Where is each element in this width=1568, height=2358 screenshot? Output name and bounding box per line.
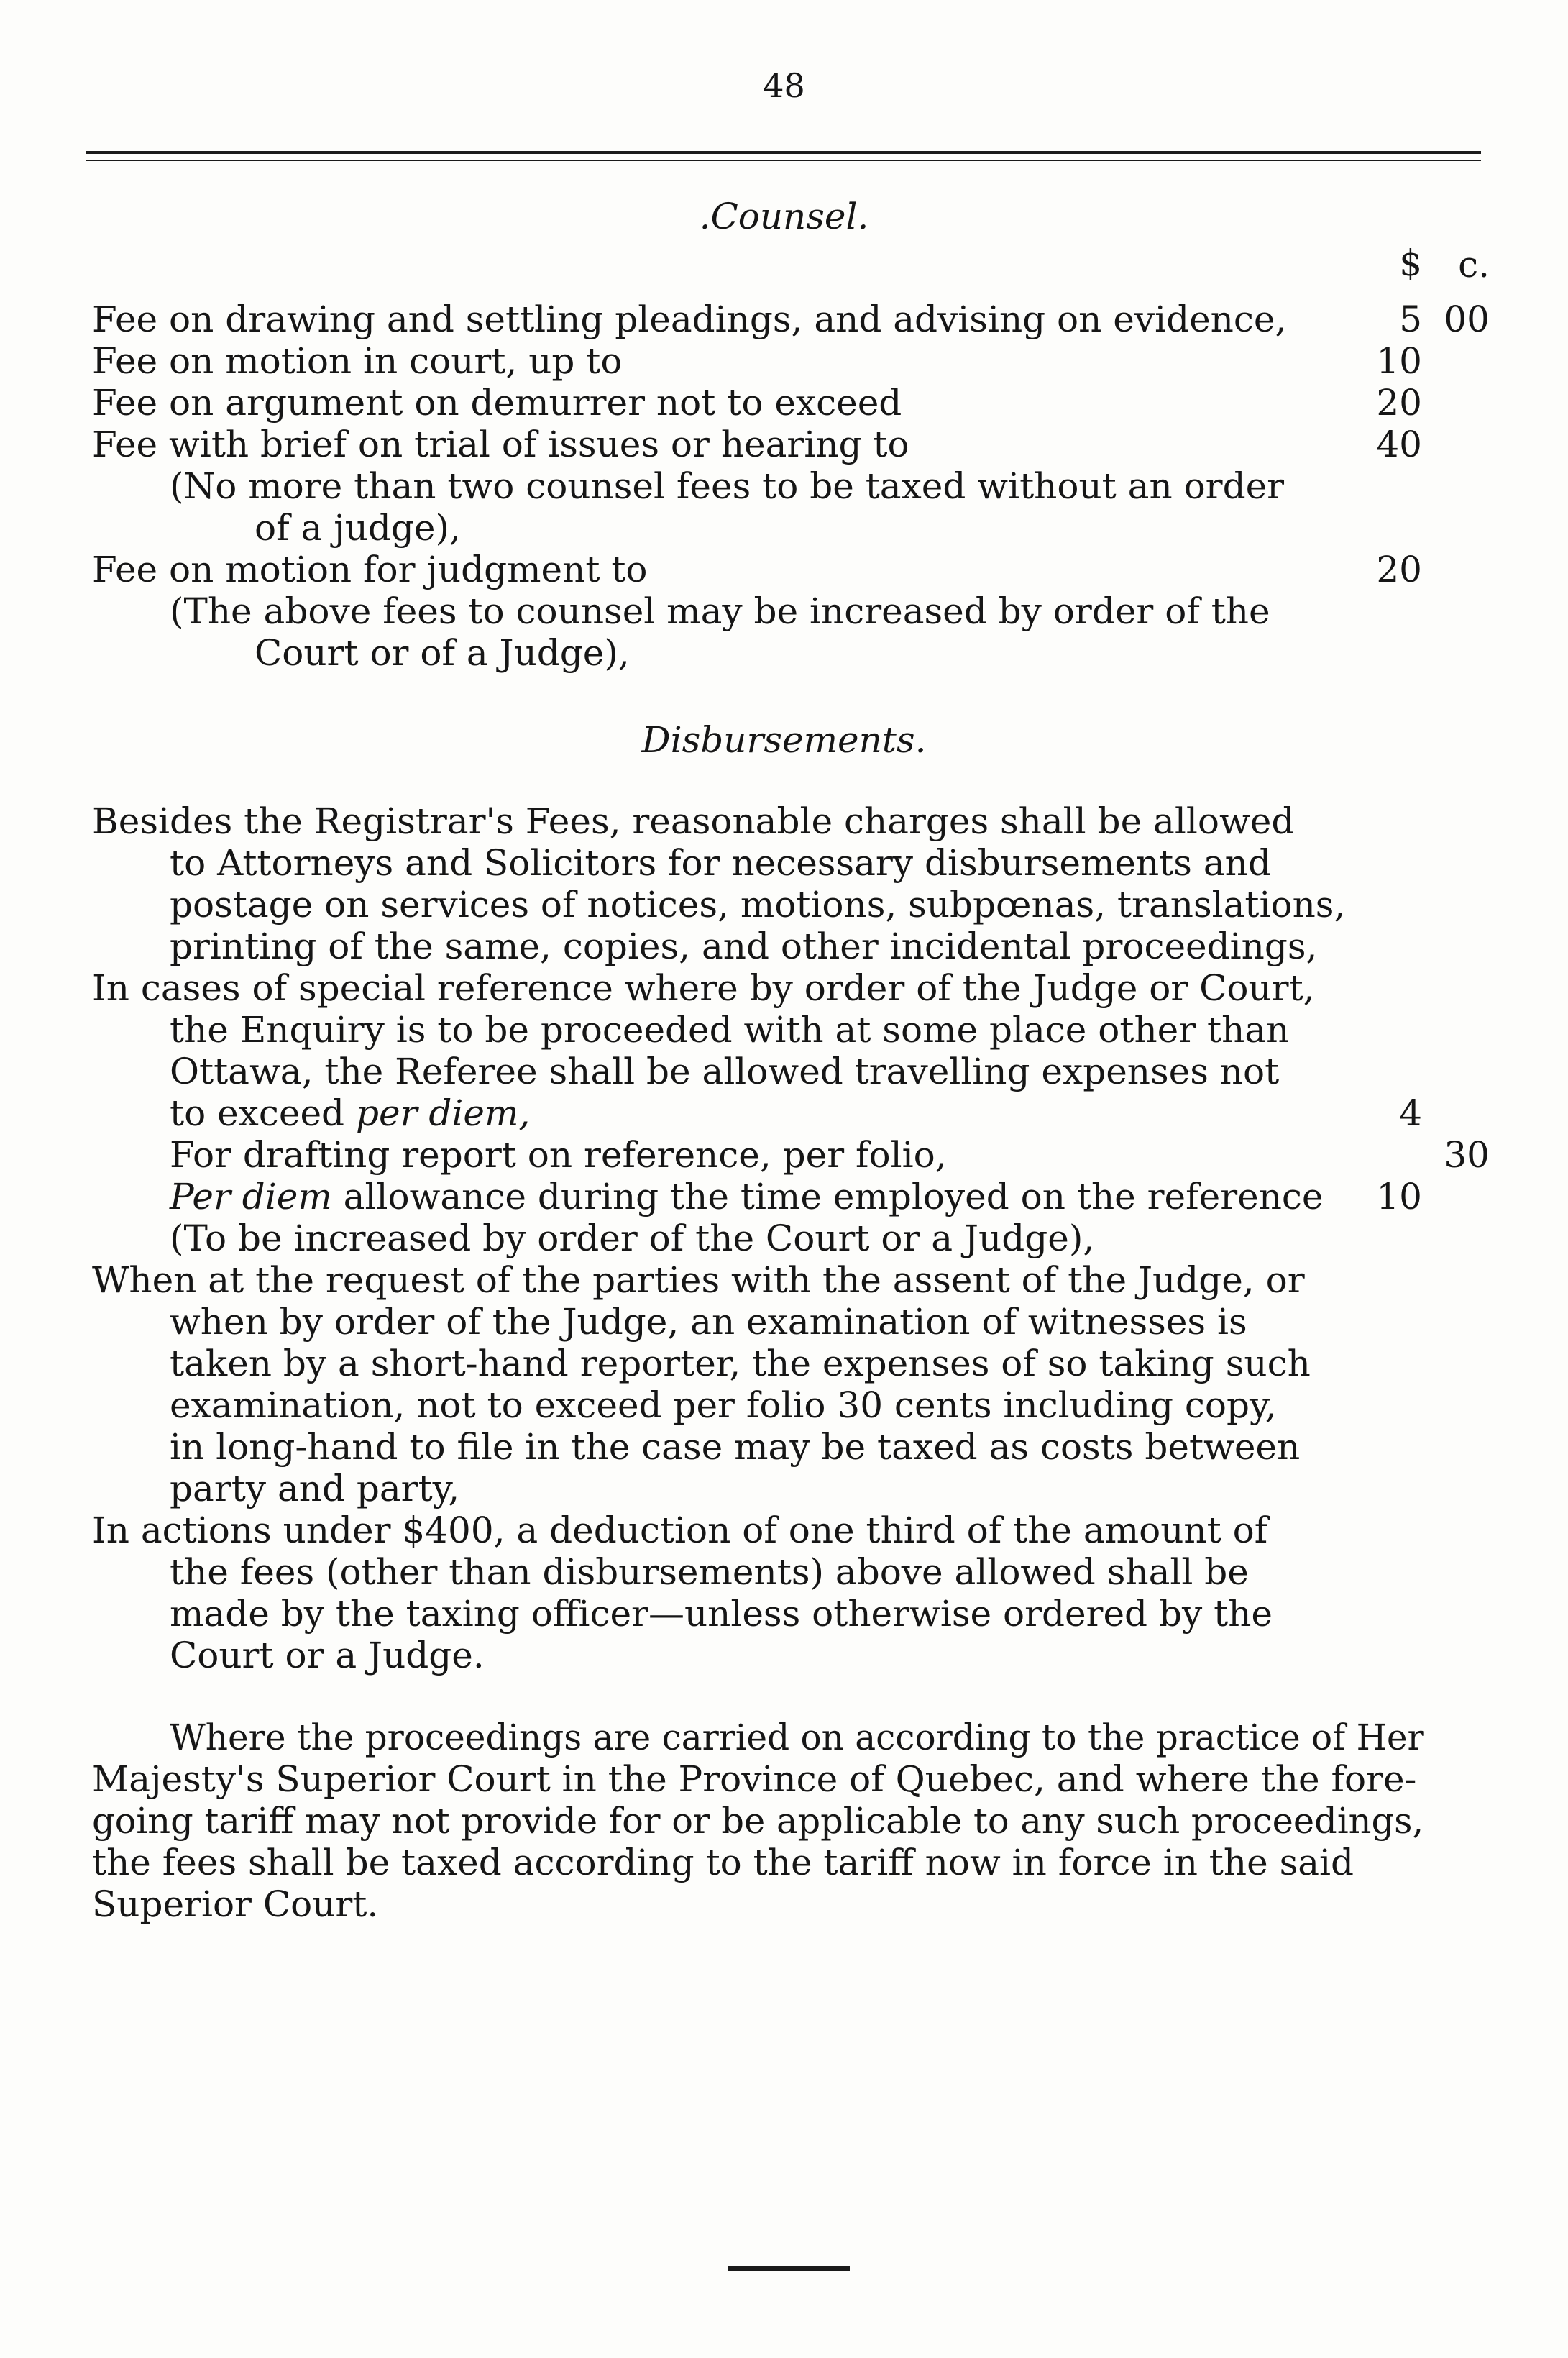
- fee-row-text: Fee on argument on demurrer not to exceed: [92, 382, 902, 424]
- paragraph-line: taken by a short-hand reporter, the expenses of so taking such: [170, 1343, 1311, 1384]
- fee-row-text: Fee with brief on trial of issues or hearing to: [92, 424, 909, 465]
- cents-column-header: c.: [1458, 244, 1490, 285]
- fee-row-dollars: 10: [1376, 1176, 1422, 1217]
- fee-row-text: Fee on drawing and settling pleadings, and advising on evidence,: [92, 298, 1287, 340]
- fee-row-dollars: 10: [1376, 340, 1422, 382]
- paragraph-line: Where the proceedings are carried on according to the practice of Her: [170, 1717, 1424, 1758]
- paragraph-line: the Enquiry is to be proceeded with at some place other than: [170, 1009, 1290, 1051]
- paragraph-line: printing of the same, copies, and other incidental proceedings,: [170, 926, 1318, 967]
- counsel-note-line: (No more than two counsel fees to be taxed without an order: [170, 465, 1285, 507]
- paragraph-line: Ottawa, the Referee shall be allowed travelling expenses not: [170, 1051, 1280, 1092]
- italic-term: Per diem: [170, 1176, 332, 1217]
- header-rule-bottom: [86, 160, 1481, 161]
- paragraph-line: (To be increased by order of the Court or a Judge),: [170, 1217, 1095, 1259]
- fee-row-dollars: 20: [1376, 382, 1422, 424]
- paragraph-line: postage on services of notices, motions, subpœnas, translations,: [170, 884, 1346, 926]
- paragraph-line: In actions under $400, a deduction of one third of the amount of: [92, 1509, 1268, 1551]
- line-text: to exceed: [170, 1092, 356, 1134]
- fee-row-dollars: 5: [1399, 298, 1422, 340]
- paragraph-line: Besides the Registrar's Fees, reasonable charges shall be allowed: [92, 800, 1295, 842]
- header-rule-top: [86, 151, 1481, 154]
- paragraph-line: party and party,: [170, 1468, 460, 1509]
- paragraph-line: going tariff may not provide for or be applicable to any such proceedings,: [92, 1800, 1424, 1842]
- paragraph-line: the fees shall be taxed according to the tariff now in force in the said: [92, 1842, 1354, 1883]
- paragraph-line: to Attorneys and Solicitors for necessary disbursements and: [170, 842, 1271, 884]
- end-rule: [728, 2266, 850, 2271]
- fee-row-dollars: 4: [1399, 1092, 1422, 1134]
- paragraph-line: the fees (other than disbursements) above allowed shall be: [170, 1551, 1249, 1593]
- line-text: allowance during the time employed on the reference: [331, 1176, 1324, 1217]
- paragraph-line: When at the request of the parties with the assent of the Judge, or: [92, 1259, 1305, 1301]
- counsel-note-line: Court or of a Judge),: [255, 632, 630, 674]
- page-number: 48: [763, 66, 805, 105]
- dollars-column-header: $: [1399, 242, 1422, 284]
- fee-row-text: Fee on motion for judgment to: [92, 549, 648, 590]
- counsel-note-line: (The above fees to counsel may be increased by order of the: [170, 590, 1270, 632]
- paragraph-line: Superior Court.: [92, 1883, 379, 1925]
- counsel-note-line: of a judge),: [255, 507, 461, 549]
- paragraph-line: made by the taxing officer—unless otherwise ordered by the: [170, 1593, 1273, 1635]
- paragraph-line: In cases of special reference where by order of the Judge or Court,: [92, 967, 1315, 1009]
- italic-term: per diem,: [355, 1092, 531, 1134]
- paragraph-line: [170, 1092, 530, 1135]
- fee-row-dollars: 40: [1376, 424, 1422, 465]
- fee-row-text: Fee on motion in court, up to: [92, 340, 623, 382]
- paragraph-line: when by order of the Judge, an examination of witnesses is: [170, 1301, 1247, 1343]
- fee-row-cents: 30: [1444, 1134, 1490, 1176]
- paragraph-line: Court or a Judge.: [170, 1635, 485, 1676]
- fee-row-text: For drafting report on reference, per folio,: [170, 1134, 947, 1176]
- counsel-heading: .Counsel.: [699, 196, 869, 237]
- fee-row-cents: 00: [1444, 298, 1490, 340]
- fee-row-dollars: 20: [1376, 549, 1422, 590]
- paragraph-line: Majesty's Superior Court in the Province of Quebec, and where the fore-: [92, 1758, 1417, 1800]
- disbursements-heading: Disbursements.: [641, 719, 927, 761]
- paragraph-line: in long-hand to file in the case may be taxed as costs between: [170, 1426, 1301, 1468]
- paragraph-line: examination, not to exceed per folio 30 cents including copy,: [170, 1384, 1277, 1426]
- fee-row-text: [170, 1175, 1324, 1218]
